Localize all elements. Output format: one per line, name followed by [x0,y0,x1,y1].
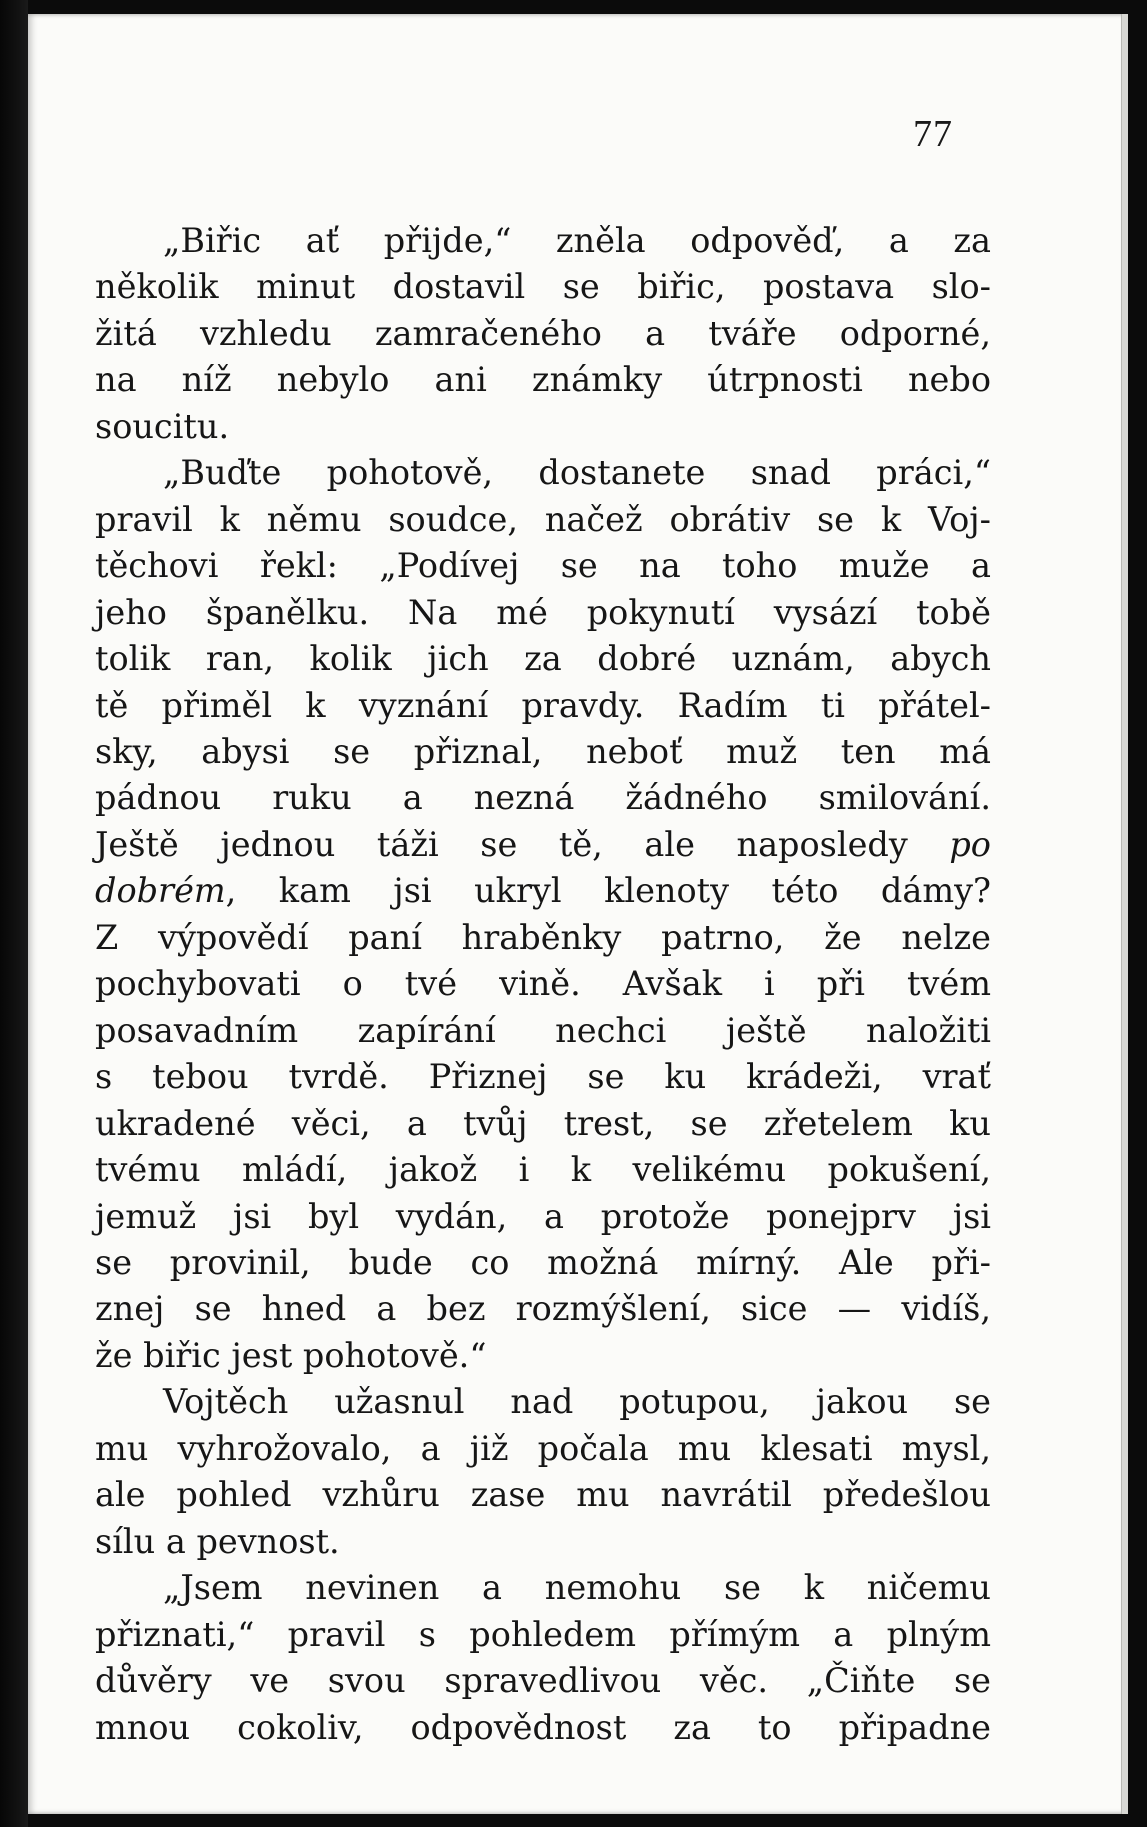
text-line: posavadním zapírání nechci ještě naložiti [95,1010,991,1050]
emphasized-text: po [949,824,991,864]
text-line [95,868,991,914]
paragraph-2 [95,450,991,1379]
text-line: Z výpovědí paní hraběnky patrno, že nelze [95,917,991,957]
text-line: důvěry ve svou spravedlivou věc. „Čiňte se [95,1661,991,1701]
text-line: jeho španělku. Na mé pokynutí vysází tobě [95,592,991,632]
text-line: soucitu. [95,406,230,446]
text-line: ale pohled vzhůru zase mu navrátil předešlou [95,1475,991,1515]
text-line: „Biřic ať přijde,“ zněla odpověď, a za [163,221,991,260]
text-line: mu vyhrožovalo, a již počala mu klesati mysl, [95,1428,991,1468]
text-line: přiznati,“ pravil s pohledem přímým a plným [95,1614,991,1654]
paragraph-3 [95,1379,991,1565]
book-page [28,14,1128,1814]
text-line: pochybovati o tvé vině. Avšak i při tvém [95,964,991,1004]
page-number: 77 [913,113,953,155]
text-line: mnou cokoliv, odpovědnost za to připadne [95,1707,991,1747]
text-line: na níž nebylo ani známky útrpnosti nebo [95,360,991,400]
text-line: těchovi řekl: „Podívej se na toho muže a [95,546,991,586]
text-line: ukradené věci, a tvůj trest, se zřetelem ku [95,1103,991,1143]
text-line: pádnou ruku a nezná žádného smilování. [95,778,991,818]
text-line: se provinil, bude co možná mírný. Ale při- [95,1242,991,1282]
text-line: pravil k němu soudce, načež obrátiv se k Voj- [95,499,991,539]
text-line: „Jsem nevinen a nemohu se k ničemu [163,1568,991,1608]
text-line: sílu a pevnost. [95,1521,340,1561]
text-line: znej se hned a bez rozmýšlení, sice — vidíš, [95,1289,991,1329]
page-edge [1121,14,1128,1814]
text-line: tě přiměl k vyznání pravdy. Radím ti přátel- [95,685,991,725]
book-spine-shadow [0,0,28,1827]
text-fragment: Ještě jednou táži se tě, ale naposledy [95,824,908,864]
text-line: jemuž jsi byl vydán, a protože ponejprv jsi [95,1196,991,1236]
paragraph-1 [95,218,991,450]
paragraph-4 [95,1565,991,1751]
page-body-text [95,218,991,1751]
text-line: s tebou tvrdě. Přiznej se ku krádeži, vrať [95,1057,991,1097]
text-line: sky, abysi se přiznal, neboť muž ten má [95,731,991,771]
text-line: tvému mládí, jakož i k velikému pokušení, [95,1150,991,1190]
text-fragment: , kam jsi ukryl klenoty této dámy? [225,871,991,911]
text-line [95,822,991,868]
text-line: tolik ran, kolik jich za dobré uznám, abych [95,639,991,679]
text-line: několik minut dostavil se biřic, postava slo- [95,267,991,307]
text-line: „Buďte pohotově, dostanete snad práci,“ [163,453,991,493]
emphasized-text: dobrém [95,871,226,911]
text-line: že biřic jest pohotově.“ [95,1335,487,1375]
text-line: žitá vzhledu zamračeného a tváře odporné, [95,313,991,353]
text-line: Vojtěch užasnul nad potupou, jakou se [163,1382,991,1422]
